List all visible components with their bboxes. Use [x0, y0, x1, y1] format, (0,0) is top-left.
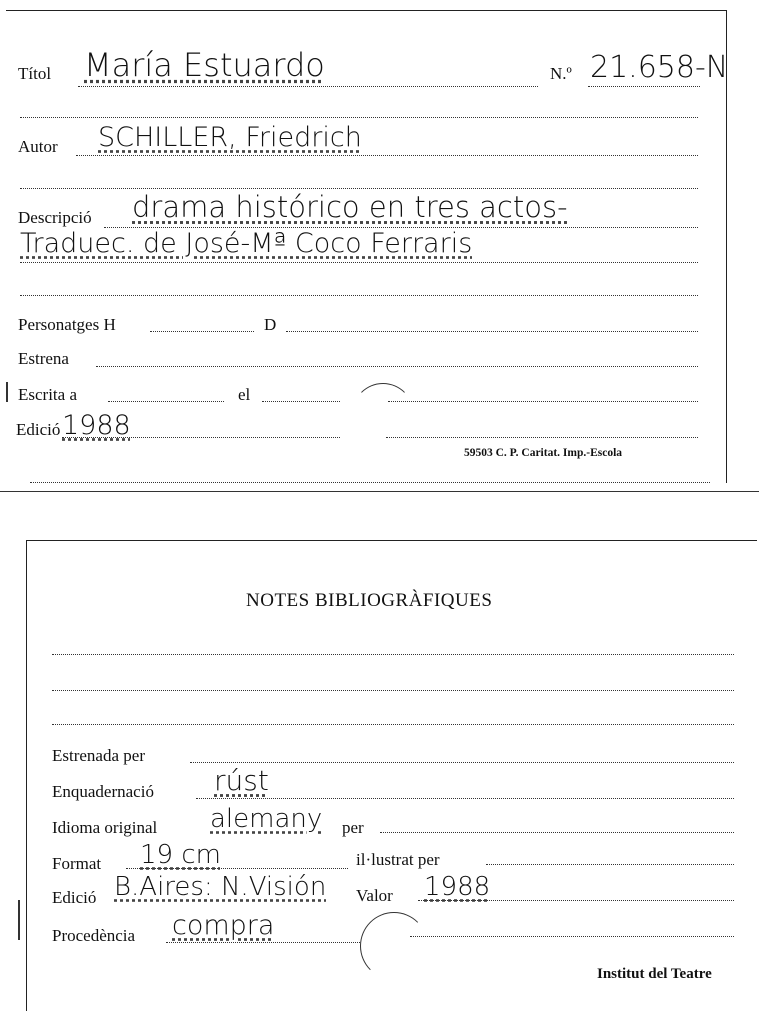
- format-value: 19 cm: [140, 840, 221, 870]
- estrena-label: Estrena: [18, 349, 69, 368]
- estrenada-label: Estrenada per: [52, 746, 145, 765]
- titol-value: María Estuardo: [84, 46, 325, 84]
- descripcio-value-2: Traduec. de José-Mª Coco Ferraris: [20, 228, 473, 259]
- idioma-value: alemany: [210, 804, 323, 834]
- notes-line-2: [52, 690, 734, 691]
- personatges-h-line: [150, 331, 254, 332]
- valor-value: 1988: [424, 872, 491, 902]
- notes-line-1: [52, 654, 734, 655]
- illustrat-label: il·lustrat per: [356, 850, 440, 869]
- personatges-d-label: D: [264, 315, 277, 334]
- escrita-el-label: el: [238, 385, 251, 404]
- descripcio-value-1: drama histórico en tres actos-: [132, 190, 568, 224]
- card-edge-mark-bottom: [18, 900, 20, 940]
- procedencia-label: Procedència: [52, 926, 136, 945]
- edicio-label-top: Edició: [16, 420, 61, 439]
- personatges-label: Personatges H: [18, 315, 116, 334]
- idioma-label: Idioma original: [52, 818, 158, 837]
- idioma-per-label: per: [342, 818, 364, 837]
- number-label: N.º: [550, 64, 572, 83]
- titol-label: Títol: [18, 64, 52, 83]
- stamp-mark-top: [352, 383, 414, 445]
- idioma-per-line: [380, 832, 734, 833]
- stamp-mark-bottom: [360, 912, 428, 980]
- blank-line-2: [20, 188, 698, 189]
- blank-line-3: [20, 295, 698, 296]
- procedencia-value: compra: [172, 910, 275, 941]
- card-separator: [0, 491, 759, 492]
- personatges-d-line: [286, 331, 698, 332]
- descripcio-label: Descripció: [18, 208, 92, 227]
- notes-heading: NOTES BIBLIOGRÀFIQUES: [246, 590, 493, 611]
- edicio-label-bottom: Edició: [52, 888, 97, 907]
- descripcio-line-2: [20, 262, 698, 263]
- valor-label: Valor: [356, 886, 393, 905]
- autor-label: Autor: [18, 137, 58, 156]
- number-line: [588, 86, 700, 87]
- autor-value: SCHILLER, Friedrich: [98, 122, 362, 153]
- edicio-value-top: 1988: [62, 410, 131, 441]
- escrita-line-right: [388, 401, 698, 402]
- format-label: Format: [52, 854, 102, 873]
- number-value: 21.658-N: [590, 50, 729, 85]
- card-edge-mark: [6, 382, 8, 402]
- edicio-line-right-top: [386, 437, 698, 438]
- notes-line-3: [52, 724, 734, 725]
- procedencia-line-right: [410, 936, 734, 937]
- valor-line: [418, 900, 734, 901]
- enquadernacio-line: [196, 798, 734, 799]
- escrita-a-line: [108, 401, 224, 402]
- escrita-el-line: [262, 401, 340, 402]
- illustrat-line: [486, 864, 734, 865]
- cut-dotted-line: [30, 482, 710, 483]
- edicio-value-bottom: B.Aires: N.Visión: [114, 872, 327, 902]
- printer-imprint: 59503 C. P. Caritat. Imp.-Escola: [464, 447, 623, 459]
- enquadernacio-value: rúst: [214, 764, 269, 797]
- titol-line: [78, 86, 538, 87]
- estrenada-line: [190, 762, 734, 763]
- format-line: [126, 868, 348, 869]
- autor-line: [76, 155, 698, 156]
- estrena-line: [96, 366, 698, 367]
- blank-line-1: [20, 117, 698, 118]
- escrita-label: Escrita a: [18, 385, 77, 404]
- procedencia-line: [166, 942, 360, 943]
- institut-del-teatre: Institut del Teatre: [597, 966, 712, 982]
- enquadernacio-label: Enquadernació: [52, 782, 154, 801]
- edicio-line-top: [62, 437, 340, 438]
